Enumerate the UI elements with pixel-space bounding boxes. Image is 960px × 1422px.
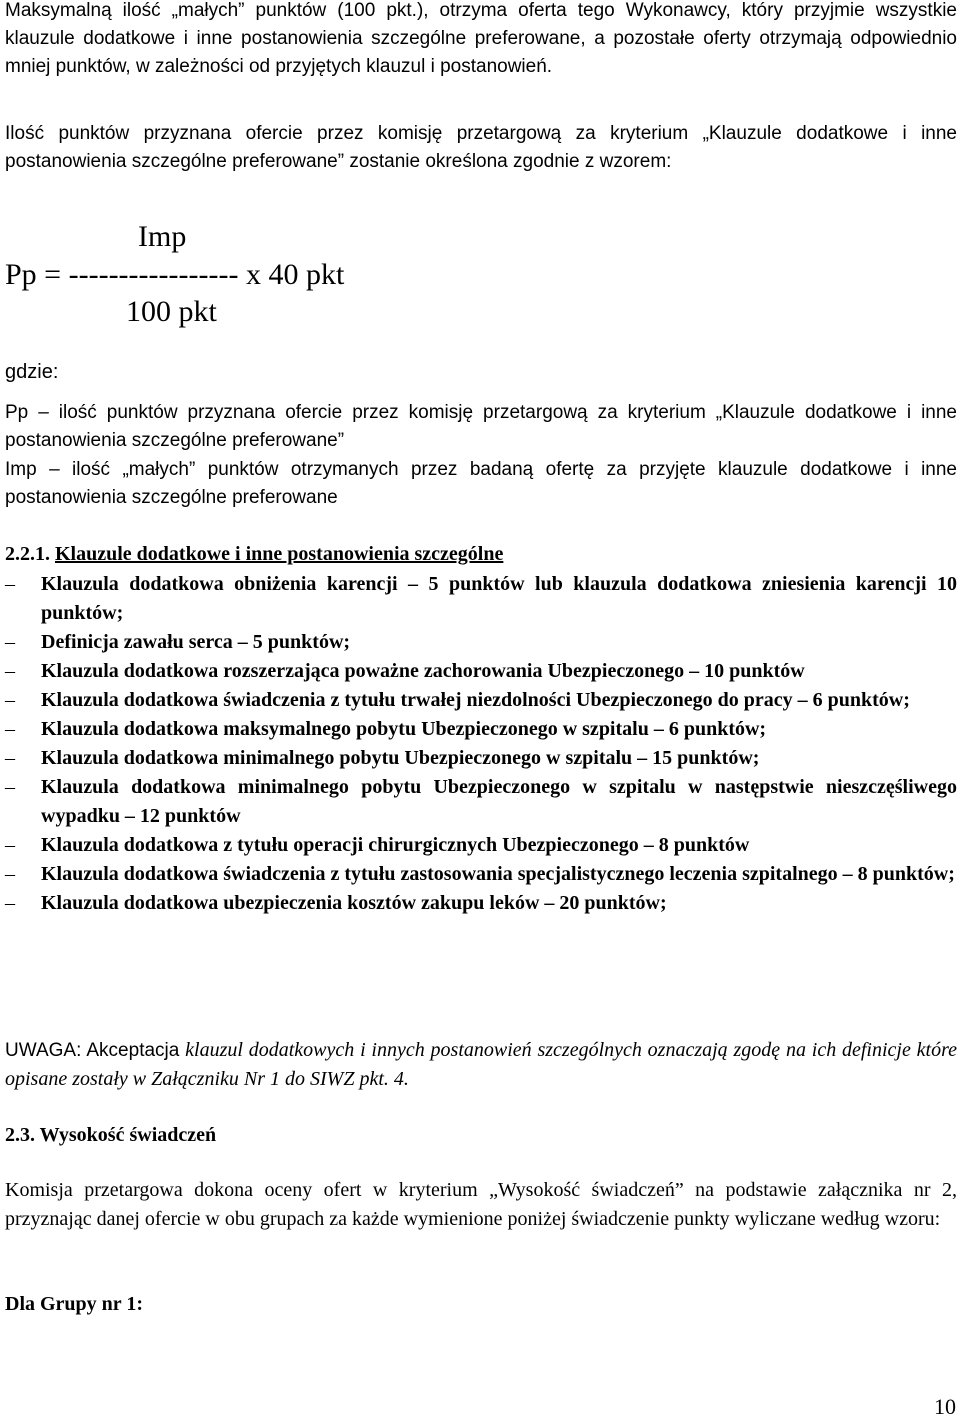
clause-list: [5, 570, 957, 918]
dash-bullet-icon: –: [5, 573, 15, 595]
list-item: – Klauzula dodatkowa minimalnego pobytu Ubezpieczonego w szpitalu w następstwie nieszczęśliwego wypadku – 12 punktów: [5, 773, 957, 831]
formula-numerator: Imp: [138, 220, 187, 253]
list-item: – Klauzula dodatkowa świadczenia z tytułu trwałej niezdolności Ubezpieczonego do pracy – 6 punktów;: [5, 686, 957, 715]
group-heading: Dla Grupy nr 1:: [5, 1293, 143, 1315]
dash-bullet-icon: –: [5, 776, 15, 798]
list-item: – Klauzula dodatkowa świadczenia z tytułu zastosowania specjalistycznego leczenia szpitalnego – 8 punktów;: [5, 860, 957, 889]
section-2-3-heading: [5, 1121, 216, 1150]
list-item: – Klauzula dodatkowa maksymalnego pobytu Ubezpieczonego w szpitalu – 6 punktów;: [5, 715, 957, 744]
note-italic-text: klauzul dodatkowych i innych postanowień szczególnych oznaczają zgodę na ich definicje które opisane zostały w Załączniku Nr 1 do SIWZ pkt. 4.: [5, 1039, 958, 1090]
definition-imp: Imp – ilość „małych” punktów otrzymanych przez badaną ofertę za przyjęte klauzule dodatkowe i inne postanowienia szczególne preferowane: [5, 459, 957, 508]
dash-bullet-icon: –: [5, 631, 15, 653]
list-item: – Klauzula dodatkowa minimalnego pobytu Ubezpieczonego w szpitalu – 15 punktów;: [5, 744, 957, 773]
formula-denominator: 100 pkt: [126, 295, 217, 328]
definition-pp: Pp – ilość punktów przyznana ofercie przez komisję przetargową za kryterium „Klauzule dodatkowe i inne postanowienia szczególne preferowane”: [5, 402, 957, 451]
formula-intro-paragraph: Ilość punktów przyznana ofercie przez komisję przetargową za kryterium „Klauzule dodatkowe i inne postanowienia szczególne preferowane” zostanie określona zgodnie z wzorem:: [5, 123, 957, 172]
acceptance-note: [5, 1036, 957, 1094]
dash-bullet-icon: –: [5, 718, 15, 740]
section-title: Klauzule dodatkowe i inne postanowienia szczególne: [55, 543, 504, 565]
list-item: – Klauzula dodatkowa obniżenia karencji – 5 punktów lub klauzula dodatkowa zniesienia karencji 10 punktów;: [5, 570, 957, 628]
section-title: Wysokość świadczeń: [39, 1124, 217, 1146]
page-number: 10: [934, 1394, 956, 1419]
list-item: – Definicja zawału serca – 5 punktów;: [5, 628, 957, 657]
note-prefix: UWAGA: Akceptacja: [5, 1040, 180, 1061]
formula-main-line: Pp = ----------------- x 40 pkt: [5, 258, 345, 291]
section-2-2-1-heading: [5, 540, 957, 569]
dash-bullet-icon: –: [5, 863, 15, 885]
intro-paragraph: Maksymalną ilość „małych” punktów (100 pkt.), otrzyma oferta tego Wykonawcy, który przyjmie wszystkie klauzule dodatkowe i inne postanowienia szczególne preferowane, a pozostałe oferty otrzymają odpowiednio mniej punktów, w zależności od przyjętych klauzul i postanowień.: [5, 0, 957, 77]
section-number: 2.3.: [5, 1124, 35, 1146]
list-item: – Klauzula dodatkowa rozszerzająca poważne zachorowania Ubezpieczonego – 10 punktów: [5, 657, 957, 686]
dash-bullet-icon: –: [5, 892, 15, 914]
section-2-3-paragraph: Komisja przetargowa dokona oceny ofert w kryterium „Wysokość świadczeń” na podstawie załącznika nr 2, przyznając danej ofercie w obu grupach za każde wymienione poniżej świadczenie punkty wyliczane według wzoru:: [5, 1179, 957, 1230]
dash-bullet-icon: –: [5, 689, 15, 711]
dash-bullet-icon: –: [5, 834, 15, 856]
section-2-2-1: [5, 540, 957, 918]
dash-bullet-icon: –: [5, 747, 15, 769]
dash-bullet-icon: –: [5, 660, 15, 682]
where-label: gdzie:: [5, 361, 59, 383]
list-item: – Klauzula dodatkowa ubezpieczenia kosztów zakupu leków – 20 punktów;: [5, 889, 957, 918]
list-item: – Klauzula dodatkowa z tytułu operacji chirurgicznych Ubezpieczonego – 8 punktów: [5, 831, 957, 860]
section-number: 2.2.1.: [5, 543, 50, 565]
